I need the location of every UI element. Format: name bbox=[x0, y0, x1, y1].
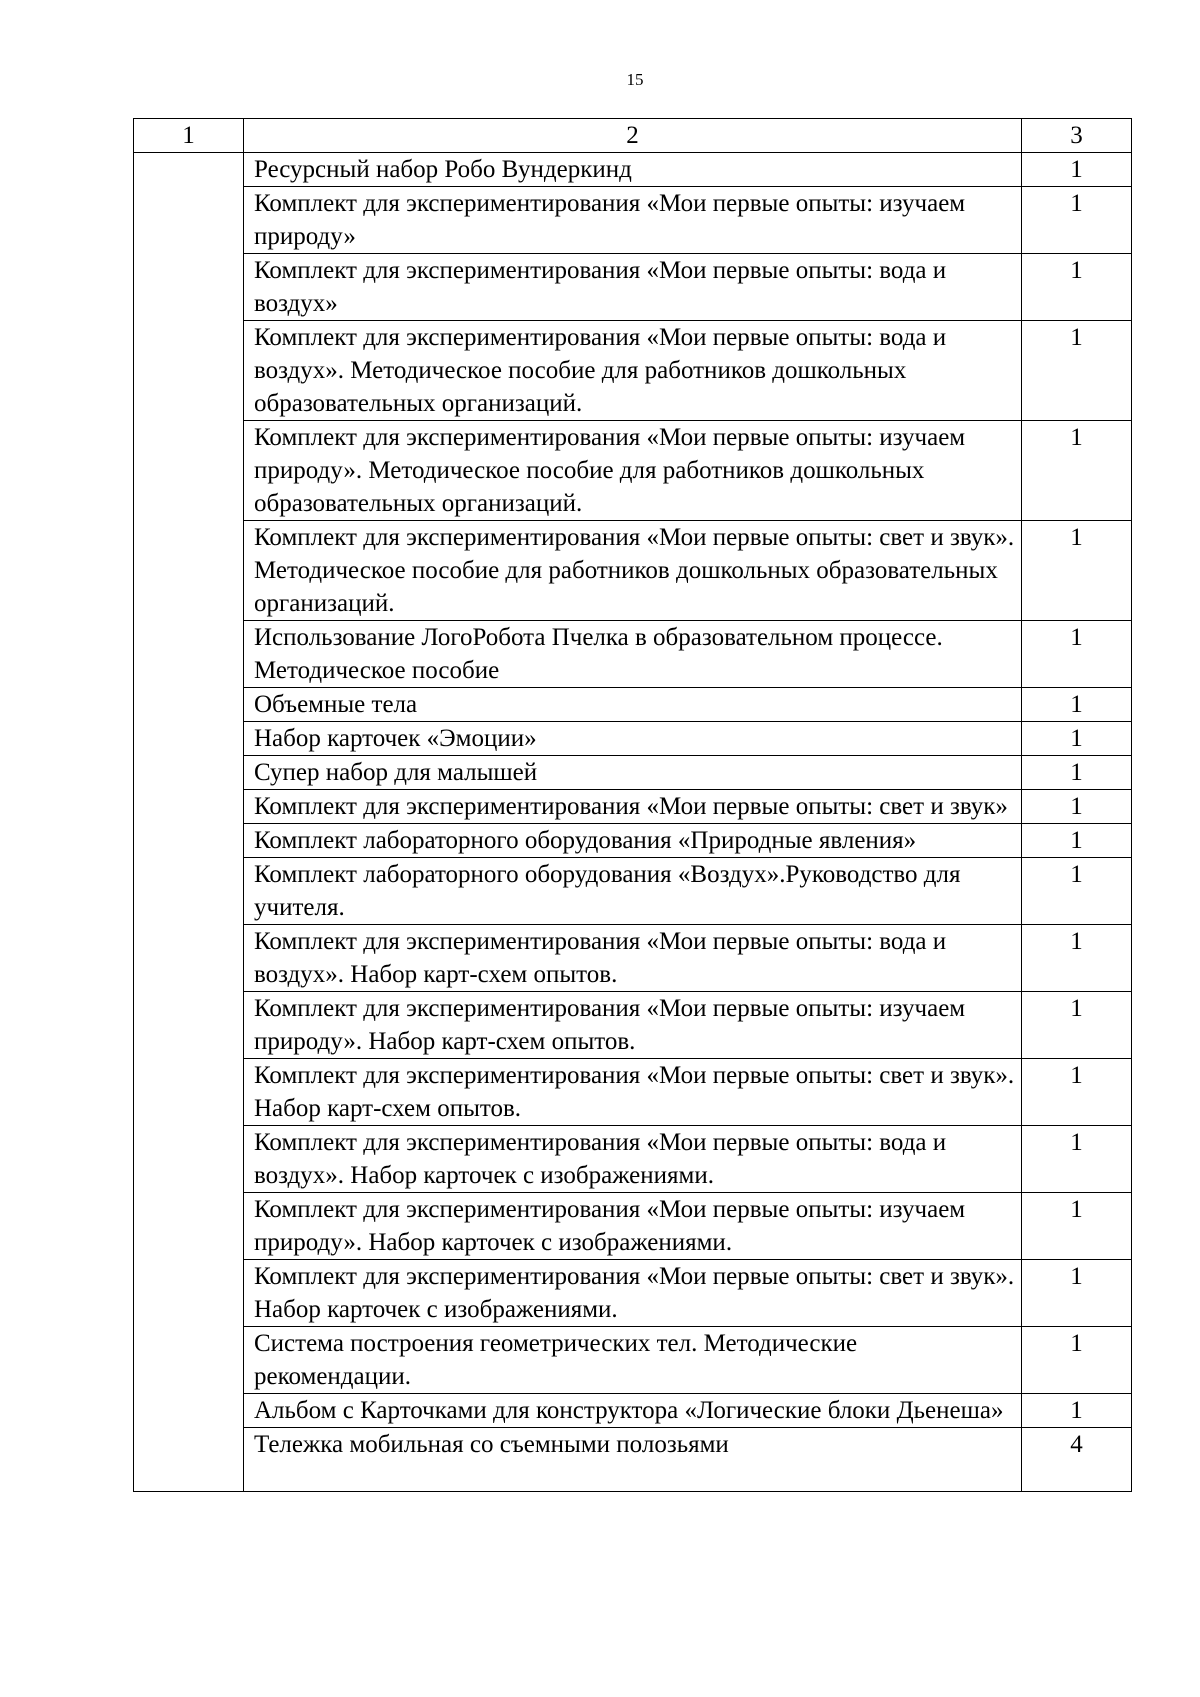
item-quantity-cell: 1 bbox=[1022, 153, 1132, 187]
item-name-cell: Комплект лабораторного оборудования «Природные явления» bbox=[244, 824, 1022, 858]
header-cell-1: 1 bbox=[134, 119, 244, 153]
item-quantity-cell: 1 bbox=[1022, 1260, 1132, 1327]
item-name-cell: Комплект для экспериментирования «Мои первые опыты: изучаем природу». Набор карт-схем опытов. bbox=[244, 992, 1022, 1059]
table-row bbox=[134, 621, 1132, 688]
table-row bbox=[134, 1059, 1132, 1126]
table-row bbox=[134, 1428, 1132, 1492]
table-row bbox=[134, 521, 1132, 621]
item-quantity-cell: 1 bbox=[1022, 1059, 1132, 1126]
item-name-cell: Тележка мобильная со съемными полозьями bbox=[244, 1428, 1022, 1492]
item-quantity-cell: 1 bbox=[1022, 621, 1132, 688]
item-name-cell: Ресурсный набор Робо Вундеркинд bbox=[244, 153, 1022, 187]
item-name-cell: Комплект лабораторного оборудования «Воздух».Руководство для учителя. bbox=[244, 858, 1022, 925]
page-number: 15 bbox=[626, 70, 644, 89]
table-row bbox=[134, 790, 1132, 824]
item-quantity-cell: 1 bbox=[1022, 521, 1132, 621]
table-row bbox=[134, 992, 1132, 1059]
item-name-cell: Комплект для экспериментирования «Мои первые опыты: вода и воздух». Набор карт-схем опытов. bbox=[244, 925, 1022, 992]
table-row bbox=[134, 187, 1132, 254]
item-name-cell: Набор карточек «Эмоции» bbox=[244, 722, 1022, 756]
item-quantity-cell: 1 bbox=[1022, 992, 1132, 1059]
table-header-row bbox=[134, 119, 1132, 153]
item-quantity-cell: 1 bbox=[1022, 722, 1132, 756]
item-name-cell: Комплект для экспериментирования «Мои первые опыты: свет и звук». Набор карт-схем опытов. bbox=[244, 1059, 1022, 1126]
table-row bbox=[134, 688, 1132, 722]
item-quantity-cell: 1 bbox=[1022, 790, 1132, 824]
item-quantity-cell: 1 bbox=[1022, 824, 1132, 858]
table-row bbox=[134, 756, 1132, 790]
item-quantity-cell: 1 bbox=[1022, 254, 1132, 321]
item-quantity-cell: 1 bbox=[1022, 321, 1132, 421]
item-name-cell: Комплект для экспериментирования «Мои первые опыты: изучаем природу» bbox=[244, 187, 1022, 254]
item-name-cell: Комплект для экспериментирования «Мои первые опыты: вода и воздух» bbox=[244, 254, 1022, 321]
table-row bbox=[134, 722, 1132, 756]
item-name-cell: Супер набор для малышей bbox=[244, 756, 1022, 790]
item-name-cell: Объемные тела bbox=[244, 688, 1022, 722]
item-quantity-cell: 4 bbox=[1022, 1428, 1132, 1492]
table-row bbox=[134, 824, 1132, 858]
table-row bbox=[134, 1394, 1132, 1428]
item-name-cell: Комплект для экспериментирования «Мои первые опыты: вода и воздух». Методическое пособие для работников дошкольных образовательных организаций. bbox=[244, 321, 1022, 421]
table-row bbox=[134, 254, 1132, 321]
table-row bbox=[134, 1260, 1132, 1327]
item-quantity-cell: 1 bbox=[1022, 1193, 1132, 1260]
table-row bbox=[134, 1327, 1132, 1394]
item-quantity-cell: 1 bbox=[1022, 1327, 1132, 1394]
item-quantity-cell: 1 bbox=[1022, 1394, 1132, 1428]
item-quantity-cell: 1 bbox=[1022, 421, 1132, 521]
table-row bbox=[134, 1193, 1132, 1260]
item-name-cell: Комплект для экспериментирования «Мои первые опыты: изучаем природу». Методическое пособие для работников дошкольных образовательных организаций. bbox=[244, 421, 1022, 521]
table-row bbox=[134, 153, 1132, 187]
table-row bbox=[134, 421, 1132, 521]
item-name-cell: Комплект для экспериментирования «Мои первые опыты: вода и воздух». Набор карточек с изображениями. bbox=[244, 1126, 1022, 1193]
item-quantity-cell: 1 bbox=[1022, 187, 1132, 254]
header-cell-2: 2 bbox=[244, 119, 1022, 153]
table-row bbox=[134, 858, 1132, 925]
item-quantity-cell: 1 bbox=[1022, 756, 1132, 790]
item-quantity-cell: 1 bbox=[1022, 858, 1132, 925]
item-quantity-cell: 1 bbox=[1022, 925, 1132, 992]
section-number-cell bbox=[134, 153, 244, 1492]
item-name-cell: Комплект для экспериментирования «Мои первые опыты: свет и звук». Набор карточек с изображениями. bbox=[244, 1260, 1022, 1327]
item-name-cell: Комплект для экспериментирования «Мои первые опыты: свет и звук» bbox=[244, 790, 1022, 824]
item-name-cell: Система построения геометрических тел. Методические рекомендации. bbox=[244, 1327, 1022, 1394]
item-quantity-cell: 1 bbox=[1022, 1126, 1132, 1193]
table-row bbox=[134, 925, 1132, 992]
item-name-cell: Альбом с Карточками для конструктора «Логические блоки Дьенеша» bbox=[244, 1394, 1022, 1428]
header-cell-3: 3 bbox=[1022, 119, 1132, 153]
item-name-cell: Комплект для экспериментирования «Мои первые опыты: изучаем природу». Набор карточек с изображениями. bbox=[244, 1193, 1022, 1260]
item-name-cell: Использование ЛогоРобота Пчелка в образовательном процессе. Методическое пособие bbox=[244, 621, 1022, 688]
item-name-cell: Комплект для экспериментирования «Мои первые опыты: свет и звук». Методическое пособие для работников дошкольных образовательных организаций. bbox=[244, 521, 1022, 621]
inventory-table bbox=[133, 118, 1132, 1492]
table-row bbox=[134, 321, 1132, 421]
table-row bbox=[134, 1126, 1132, 1193]
item-quantity-cell: 1 bbox=[1022, 688, 1132, 722]
